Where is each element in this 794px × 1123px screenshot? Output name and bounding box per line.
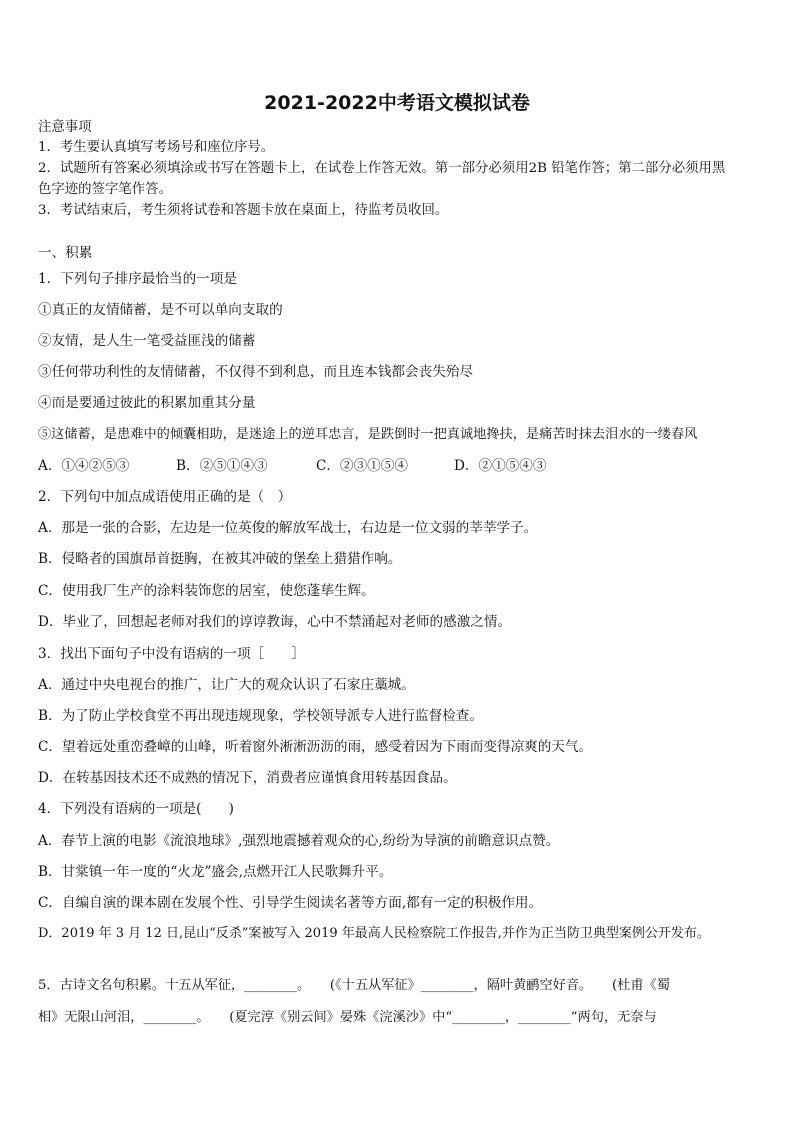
q3-option-a[interactable]: A．通过中央电视台的推广，让广大的观众认识了石家庄藁城。: [38, 677, 415, 693]
q1-options: [38, 456, 758, 476]
q1-sentence: ⑤这储蓄，是患难中的倾囊相助，是迷途上的逆耳忠言，是跌倒时一把真诚地搀扶，是痛苦时抹去泪水的一缕春风: [38, 427, 698, 442]
q3-option-b[interactable]: B．为了防止学校食堂不再出现违规现象，学校领导派专人进行监督检查。: [38, 708, 483, 724]
q1-option-d[interactable]: D．②①⑤④③: [454, 458, 547, 474]
q1-sentence: ③任何带功利性的友情储蓄，不仅得不到利息，而且连本钱都会丧失殆尽: [38, 364, 473, 380]
notice-heading: 注意事项: [38, 120, 92, 135]
page-title: 2021-2022中考语文模拟试卷: [264, 92, 530, 114]
q5-line: 相》无限山河泪，________。 (夏完淳《别云间》晏殊《浣溪沙》中“________，________”两句，无奈与: [38, 1010, 657, 1025]
q1-sentence: ②友情，是人生一笔受益匪浅的储蓄: [38, 333, 256, 349]
q3-option-c[interactable]: C．望着远处重峦叠嶂的山峰，听着窗外淅淅沥沥的雨，感受着因为下雨而变得凉爽的天气。: [38, 739, 593, 755]
notice-item: 3．考试结束后，考生须将试卷和答题卡放在桌面上，待监考员收回。: [38, 203, 449, 218]
q5-line: 5．古诗文名句积累。十五从军征，________。 (《十五从军征》________，隔叶黄鹂空好音。 (杜甫《蜀: [38, 978, 670, 993]
notice-item: 2．试题所有答案必须填涂或书写在答题卡上，在试卷上作答无效。第一部分必须用2B 铅笔作答；第二部分必须用黑: [38, 161, 726, 176]
q4-option-a[interactable]: A．春节上演的电影《流浪地球》,强烈地震撼着观众的心,纷纷为导演的前瞻意识点赞。: [38, 833, 560, 849]
q2-option-b[interactable]: B．侵略者的国旗昂首挺胸，在被其冲破的堡垒上猎猎作响。: [38, 551, 402, 567]
q2-option-a[interactable]: A．那是一张的合影，左边是一位英俊的解放军战士，右边是一位文弱的莘莘学子。: [38, 520, 538, 536]
section-heading: 一、积累: [38, 245, 93, 261]
q1-sentence: ④而是要通过彼此的积累加重其分量: [38, 395, 256, 411]
q4-option-b[interactable]: B．甘棠镇一年一度的“火龙”盛会,点燃开江人民歌舞升平。: [38, 864, 393, 880]
q2-option-d[interactable]: D．毕业了，回想起老师对我们的谆谆教诲，心中不禁涌起对老师的感激之情。: [38, 614, 512, 630]
q1-sentence: ①真正的友情储蓄，是不可以单向支取的: [38, 302, 283, 318]
notice-item: 色字迹的签字笔作答。: [38, 182, 172, 197]
q3-option-d[interactable]: D．在转基因技术还不成熟的情况下，消费者应谨慎食用转基因食品。: [38, 770, 457, 786]
q1-option-c[interactable]: C．②③①⑤④: [316, 458, 408, 474]
q2-option-c[interactable]: C．使用我厂生产的涂料装饰您的居室，使您蓬荜生辉。: [38, 583, 375, 599]
q1-option-b[interactable]: B．②⑤①④③: [176, 458, 268, 474]
question-stem: 1．下列句子排序最恰当的一项是: [38, 271, 237, 287]
q4-option-d[interactable]: D．2019 年 3 月 12 日,昆山“反杀”案被写入 2019 年最高人民检察院工作报告,并作为正当防卫典型案例公开发布。: [38, 926, 710, 941]
question-stem: 2．下列句中加点成语使用正确的是（ ）: [38, 489, 292, 505]
question-stem: 3．找出下面句子中没有语病的一项［ ］: [38, 646, 305, 662]
q1-option-a[interactable]: A．①④②⑤③: [38, 458, 130, 474]
question-stem: 4．下列没有语病的一项是( ): [38, 801, 234, 817]
q4-option-c[interactable]: C．自编自演的课本剧在发展个性、引导学生阅读名著等方面,都有一定的积极作用。: [38, 895, 543, 911]
notice-item: 1．考生要认真填写考场号和座位序号。: [38, 140, 275, 155]
